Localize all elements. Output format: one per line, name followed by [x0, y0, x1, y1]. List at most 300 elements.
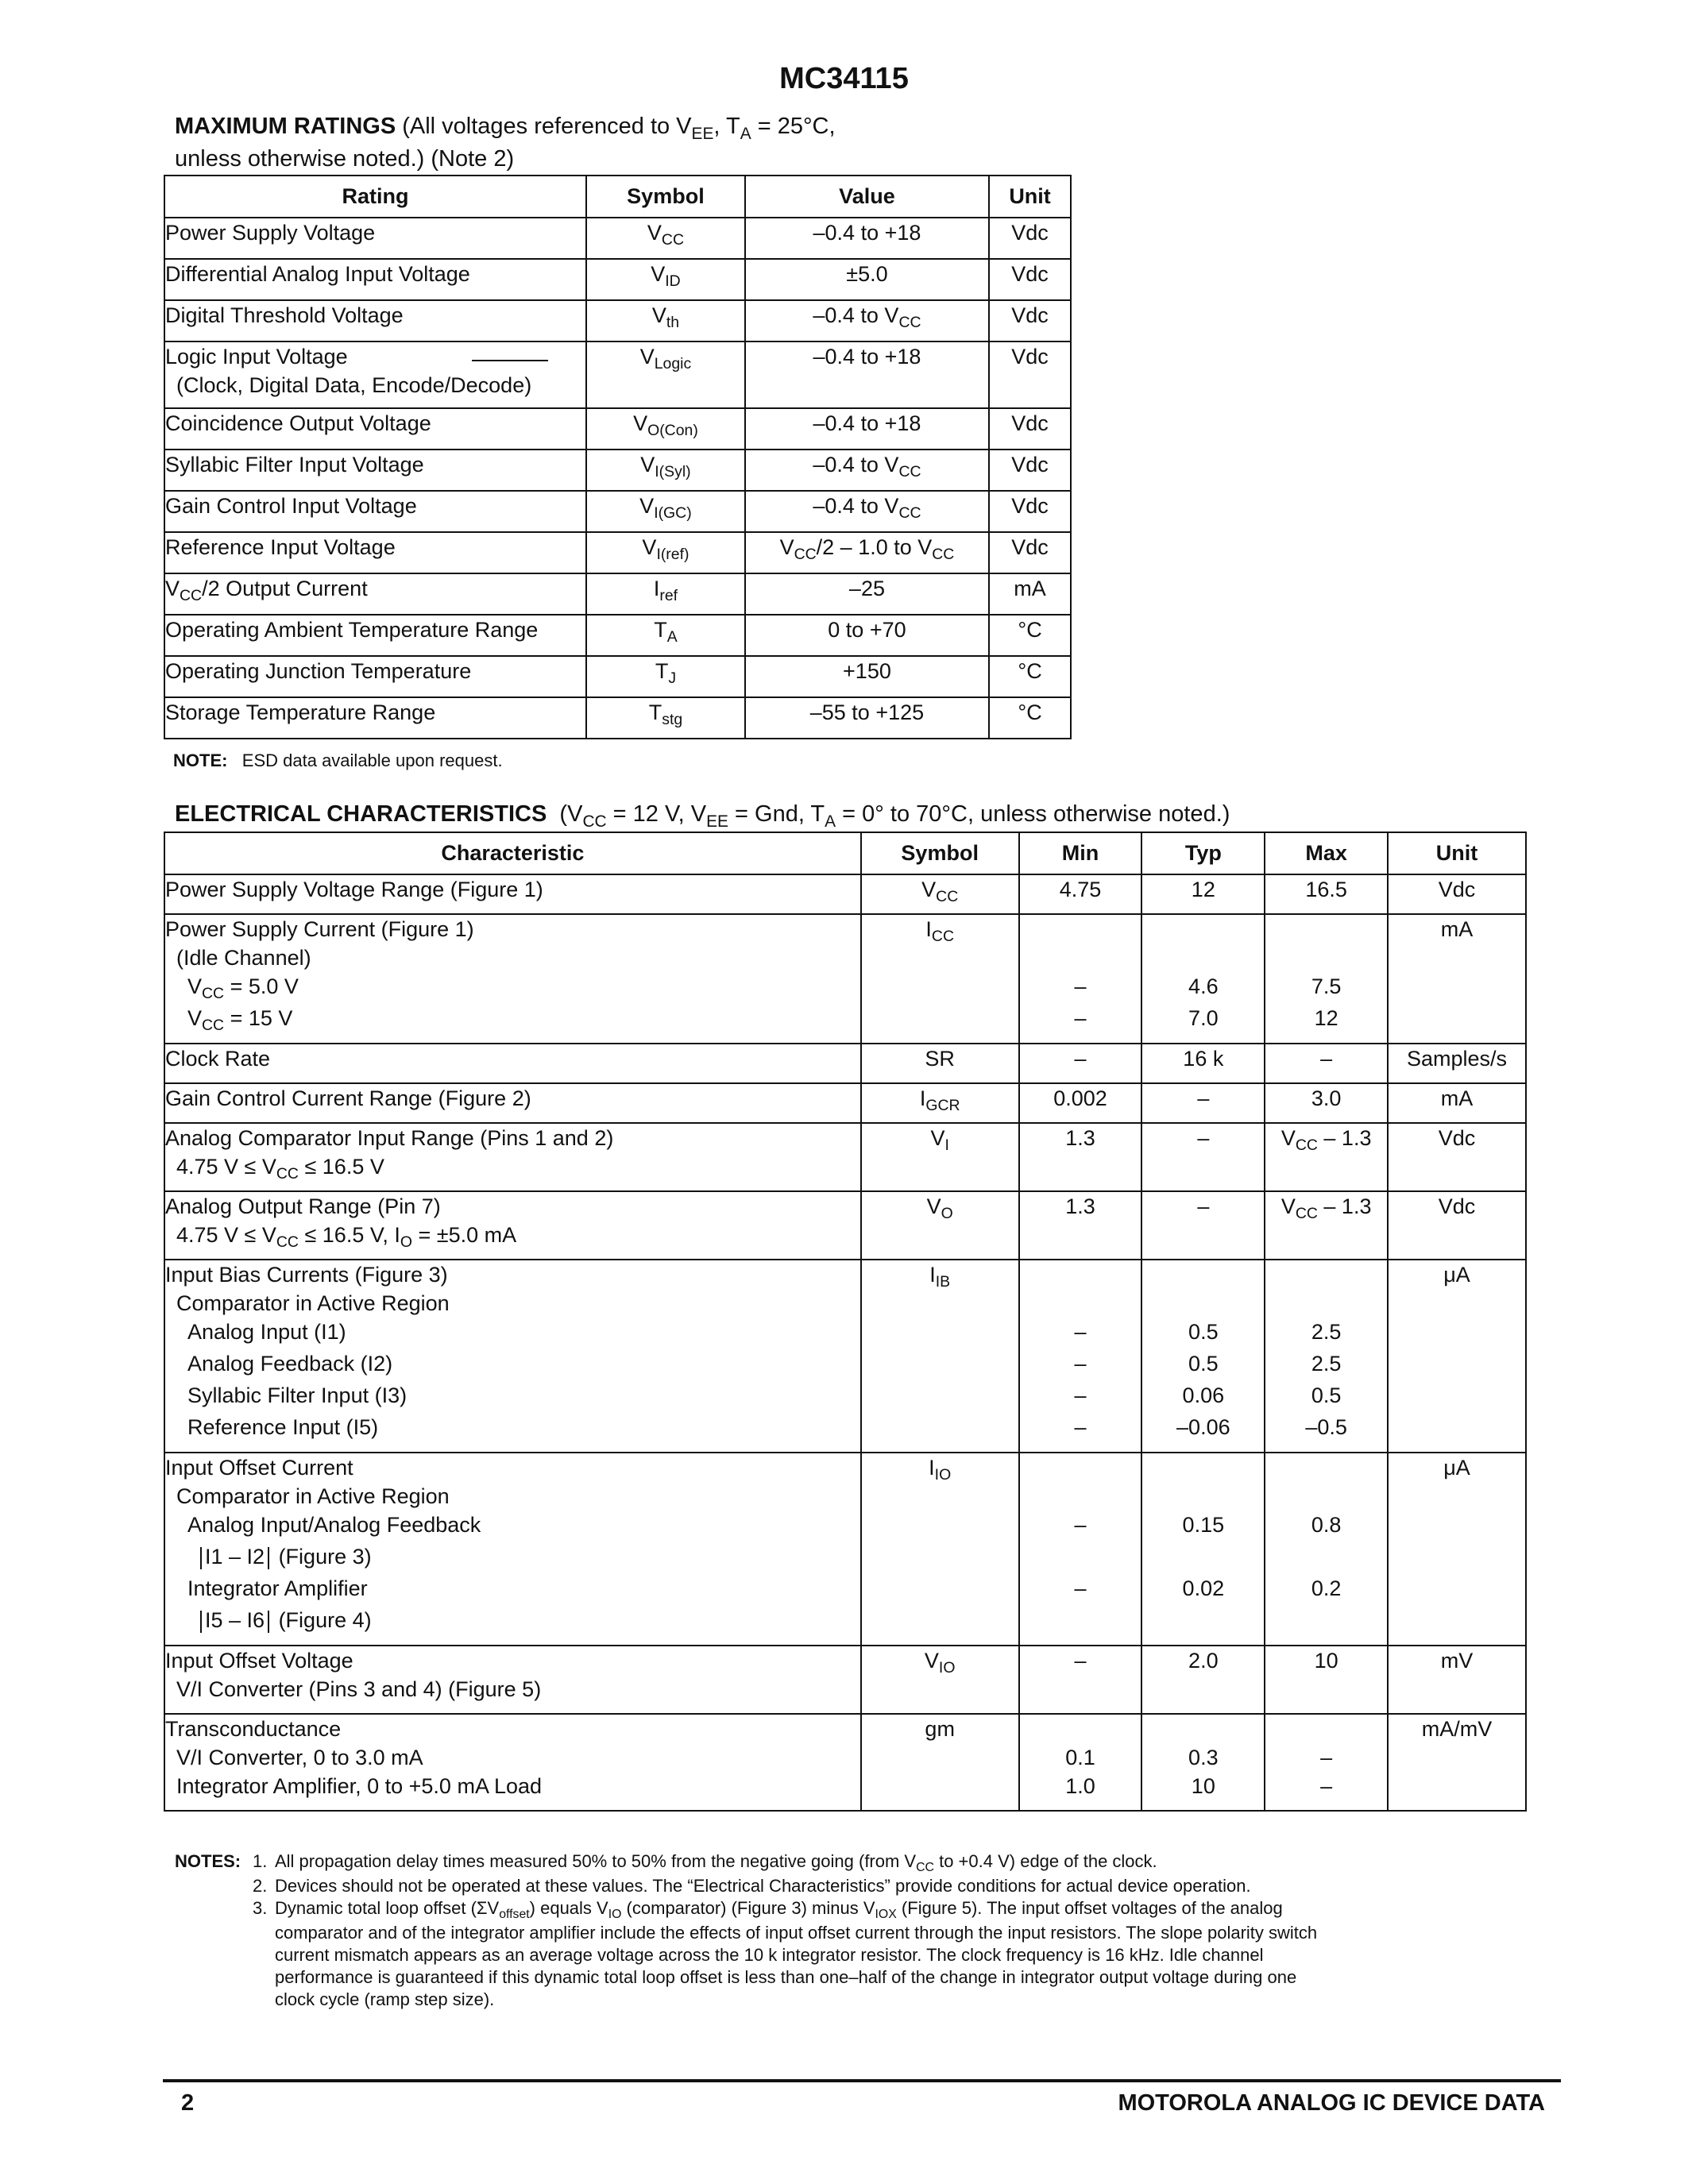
- sub: CC: [794, 546, 817, 564]
- max: [1265, 1714, 1388, 1811]
- val: –0.4 to V: [813, 453, 899, 477]
- typ: –: [1141, 1083, 1265, 1123]
- symbol: [861, 1260, 1019, 1453]
- min: 4.75: [1019, 874, 1142, 914]
- char-line: V/I Converter, 0 to 3.0 mA: [176, 1746, 423, 1769]
- characteristic: [164, 1260, 861, 1453]
- overline: [472, 360, 548, 361]
- table-row: [164, 573, 1071, 615]
- table-row: [164, 1083, 1526, 1123]
- t: V: [187, 1006, 203, 1030]
- t: clock cycle (ramp step size).: [275, 1989, 495, 2009]
- v: 2.5: [1311, 1320, 1342, 1344]
- rating: Operating Ambient Temperature Range: [164, 615, 586, 656]
- typ: [1141, 1714, 1265, 1811]
- v: 0.06: [1182, 1383, 1225, 1407]
- table-row: [164, 300, 1071, 341]
- value: –0.4 to +18: [745, 218, 989, 259]
- elec-cond: = Gnd, T: [728, 801, 825, 827]
- v: –: [1074, 974, 1087, 998]
- sub: I(GC): [654, 504, 692, 523]
- sym: I: [653, 577, 660, 600]
- header-symbol: Symbol: [586, 176, 745, 218]
- symbol: [586, 697, 745, 739]
- sym: T: [655, 659, 669, 683]
- symbol: [586, 218, 745, 259]
- symbol: [586, 450, 745, 491]
- sub: I(Syl): [655, 463, 691, 481]
- elec-title: ELECTRICAL CHARACTERISTICS: [175, 801, 547, 827]
- max: 16.5: [1265, 874, 1388, 914]
- note-num: 3.: [253, 1898, 268, 1918]
- max: [1265, 1123, 1388, 1191]
- value: [745, 532, 989, 573]
- unit: μA: [1388, 1453, 1526, 1646]
- unit: Vdc: [1388, 874, 1526, 914]
- sub: ref: [659, 587, 678, 605]
- t: V: [187, 974, 203, 998]
- t: = 15 V: [224, 1006, 293, 1030]
- notes-body: [253, 1850, 1603, 2011]
- char-line: [165, 1542, 860, 1574]
- symbol: [861, 1191, 1019, 1260]
- sub: O: [941, 1205, 953, 1223]
- max-ratings-title: MAXIMUM RATINGS: [175, 114, 396, 139]
- char-line: V/I Converter (Pins 3 and 4) (Figure 5): [176, 1677, 542, 1701]
- char-line: Input Bias Currents (Figure 3): [165, 1263, 448, 1287]
- value: –25: [745, 573, 989, 615]
- sub: CC: [898, 504, 921, 523]
- table-row: [164, 874, 1526, 914]
- min: 1.3: [1019, 1123, 1142, 1191]
- note-num: 1.: [253, 1851, 268, 1871]
- sym: V: [651, 303, 666, 327]
- v: –: [1074, 1513, 1087, 1537]
- sub: CC: [276, 1233, 299, 1252]
- sub: IB: [935, 1273, 951, 1291]
- rating: Power Supply Voltage: [164, 218, 586, 259]
- rating-line1: Logic Input Voltage: [165, 345, 348, 369]
- note-1: [253, 1850, 1603, 1875]
- characteristic: [164, 1123, 861, 1191]
- sub: th: [666, 314, 680, 332]
- sym: V: [930, 1126, 945, 1150]
- unit: mA/mV: [1388, 1714, 1526, 1811]
- unit: mA: [1388, 1083, 1526, 1123]
- table-row: [164, 1260, 1526, 1453]
- value: [745, 491, 989, 532]
- rating: Reference Input Voltage: [164, 532, 586, 573]
- t: All propagation delay times measured 50% to 50% from the negative going (from V: [275, 1851, 917, 1871]
- sym: V: [639, 494, 655, 518]
- max: [1265, 1191, 1388, 1260]
- t: (Figure 3): [272, 1545, 372, 1569]
- table-row: [164, 656, 1071, 697]
- max-ratings-table: [164, 175, 1072, 739]
- t: Dynamic total loop offset (ΣV: [275, 1898, 500, 1918]
- v: –: [1074, 1320, 1087, 1344]
- unit: °C: [989, 656, 1071, 697]
- sub: CC: [898, 463, 921, 481]
- characteristic: [164, 914, 861, 1044]
- v: 0.15: [1182, 1513, 1225, 1537]
- value: [745, 300, 989, 341]
- char-line: Input Offset Voltage: [165, 1649, 353, 1673]
- rating: Coincidence Output Voltage: [164, 408, 586, 450]
- sub: CC: [180, 587, 203, 605]
- footer-rule: [163, 2079, 1561, 2082]
- sub: IO: [938, 1659, 956, 1677]
- unit: Vdc: [1388, 1123, 1526, 1191]
- symbol: [861, 1453, 1019, 1646]
- rating-text: V: [165, 577, 180, 600]
- sub: IO: [934, 1466, 952, 1484]
- abs-bar: [268, 1547, 269, 1569]
- v: 0.8: [1311, 1513, 1342, 1537]
- characteristic: [164, 1191, 861, 1260]
- sym: V: [651, 262, 666, 286]
- note-num: 2.: [253, 1876, 268, 1896]
- symbol: [586, 656, 745, 697]
- abs-bar: [268, 1611, 269, 1633]
- elec-heading: [175, 799, 1230, 832]
- v: –: [1074, 1383, 1087, 1407]
- max-ratings-cond: , T: [713, 114, 740, 139]
- sub: IOX: [875, 1908, 897, 1922]
- t: (Figure 4): [272, 1608, 372, 1632]
- symbol: [586, 615, 745, 656]
- note-text: ESD data available upon request.: [241, 751, 503, 770]
- characteristic: [164, 1646, 861, 1714]
- min: [1019, 914, 1142, 1044]
- char-line: Comparator in Active Region: [176, 1484, 450, 1508]
- min: –: [1019, 1646, 1142, 1714]
- t: – 1.3: [1317, 1126, 1372, 1150]
- unit: mV: [1388, 1646, 1526, 1714]
- characteristic: [164, 1453, 861, 1646]
- char-line: Input Offset Current: [165, 1456, 353, 1480]
- v: 12: [1314, 1006, 1338, 1030]
- val: –0.4 to V: [813, 303, 899, 327]
- header-characteristic: Characteristic: [164, 832, 861, 874]
- rating-text: /2 Output Current: [202, 577, 368, 600]
- v: 0.5: [1311, 1383, 1342, 1407]
- t: ) equals V: [529, 1898, 608, 1918]
- table-row: [164, 218, 1071, 259]
- unit: Vdc: [989, 341, 1071, 408]
- v: 7.5: [1311, 974, 1342, 998]
- char-line: Transconductance: [165, 1717, 342, 1741]
- t: V: [1280, 1194, 1296, 1218]
- unit: Vdc: [989, 218, 1071, 259]
- t: I5 – I6: [205, 1608, 265, 1632]
- max: –: [1265, 1044, 1388, 1083]
- sub: O(Con): [647, 422, 698, 440]
- v: –: [1074, 1352, 1087, 1376]
- t: performance is guaranteed if this dynamic total loop offset is less than one–half of the change in integrator output voltage during one: [275, 1967, 1297, 1987]
- unit: Vdc: [989, 408, 1071, 450]
- sym: I: [919, 1086, 926, 1110]
- max-ratings-cond-line2: unless otherwise noted.) (Note 2): [175, 146, 515, 172]
- typ: 12: [1141, 874, 1265, 914]
- rating-line2: (Clock, Digital Data, Encode/Decode): [176, 373, 532, 397]
- note-3: [253, 1897, 1603, 2011]
- characteristic: Power Supply Voltage Range (Figure 1): [164, 874, 861, 914]
- unit: °C: [989, 697, 1071, 739]
- min: 1.3: [1019, 1191, 1142, 1260]
- v: –: [1074, 1576, 1087, 1600]
- t: current mismatch appears as an average voltage across the 10 k integrator resistor. The clock frequency is 16 kHz. Idle channel: [275, 1945, 1264, 1965]
- footer-title: MOTOROLA ANALOG IC DEVICE DATA: [1118, 2090, 1545, 2116]
- sub: CC: [1295, 1205, 1318, 1223]
- table-row: [164, 1646, 1526, 1714]
- header-typ: Typ: [1141, 832, 1265, 874]
- t: 4.75 V ≤ V: [176, 1223, 276, 1247]
- table-row: [164, 450, 1071, 491]
- char-line: Syllabic Filter Input (I3): [187, 1383, 408, 1407]
- char-line: Analog Feedback (I2): [187, 1352, 393, 1376]
- note-2: [253, 1875, 1603, 1897]
- characteristic: [164, 1714, 861, 1811]
- t: (comparator) (Figure 3) minus V: [621, 1898, 875, 1918]
- symbol: [586, 491, 745, 532]
- sub: CC: [202, 985, 225, 1003]
- unit: Vdc: [989, 450, 1071, 491]
- sub: CC: [932, 546, 955, 564]
- sub: CC: [582, 812, 607, 831]
- symbol: [861, 1123, 1019, 1191]
- char-line: Analog Comparator Input Range (Pins 1 and 2): [165, 1126, 614, 1150]
- t: ≤ 16.5 V: [298, 1155, 384, 1179]
- sub: CC: [202, 1017, 225, 1035]
- header-symbol: Symbol: [861, 832, 1019, 874]
- symbol: gm: [861, 1714, 1019, 1811]
- table-row: [164, 341, 1071, 408]
- sub: A: [825, 812, 836, 831]
- value: –0.4 to +18: [745, 408, 989, 450]
- rating: Differential Analog Input Voltage: [164, 259, 586, 300]
- sub: I(ref): [656, 546, 689, 564]
- v: 0.1: [1065, 1746, 1095, 1769]
- rating: Gain Control Input Voltage: [164, 491, 586, 532]
- header-unit: Unit: [989, 176, 1071, 218]
- sub: IO: [608, 1908, 622, 1922]
- max: [1265, 1260, 1388, 1453]
- v: 4.6: [1188, 974, 1219, 998]
- unit: mA: [1388, 914, 1526, 1044]
- val: /2 – 1.0 to V: [816, 535, 933, 559]
- sub: A: [666, 628, 678, 646]
- char-line: Comparator in Active Region: [176, 1291, 450, 1315]
- characteristic: Clock Rate: [164, 1044, 861, 1083]
- min: –: [1019, 1044, 1142, 1083]
- symbol: [861, 1646, 1019, 1714]
- max: 10: [1265, 1646, 1388, 1714]
- t: = ±5.0 mA: [412, 1223, 517, 1247]
- char-line: [165, 1152, 860, 1181]
- elec-cond: = 0° to 70°C, unless otherwise noted.): [836, 801, 1230, 827]
- v: –: [1320, 1746, 1333, 1769]
- unit: Vdc: [989, 491, 1071, 532]
- v: –0.5: [1305, 1415, 1347, 1439]
- symbol: [586, 532, 745, 573]
- max-ratings-cond: = 25°C,: [751, 114, 836, 139]
- value: –55 to +125: [745, 697, 989, 739]
- t: V: [1280, 1126, 1296, 1150]
- sym: V: [640, 453, 655, 477]
- symbol: SR: [861, 1044, 1019, 1083]
- rating: Digital Threshold Voltage: [164, 300, 586, 341]
- sub: EE: [706, 812, 728, 831]
- unit: mA: [989, 573, 1071, 615]
- typ: [1141, 1453, 1265, 1646]
- t: = 5.0 V: [224, 974, 299, 998]
- v: –0.06: [1176, 1415, 1230, 1439]
- t: – 1.3: [1317, 1194, 1372, 1218]
- t: I1 – I2: [205, 1545, 265, 1569]
- typ: [1141, 914, 1265, 1044]
- characteristic: Gain Control Current Range (Figure 2): [164, 1083, 861, 1123]
- unit: Vdc: [989, 532, 1071, 573]
- sub: offset: [499, 1908, 530, 1922]
- elec-table: [164, 832, 1527, 1812]
- v: 0.5: [1188, 1352, 1219, 1376]
- sub: Logic: [654, 355, 692, 373]
- sub: O: [400, 1233, 413, 1252]
- header-max: Max: [1265, 832, 1388, 874]
- sym: I: [929, 1456, 935, 1480]
- char-line: [165, 1606, 860, 1638]
- rating: Syllabic Filter Input Voltage: [164, 450, 586, 491]
- min: 0.002: [1019, 1083, 1142, 1123]
- v: 1.0: [1065, 1774, 1095, 1798]
- header-rating: Rating: [164, 176, 586, 218]
- unit: Vdc: [1388, 1191, 1526, 1260]
- table-row: [164, 1044, 1526, 1083]
- table-row: [164, 615, 1071, 656]
- max: 3.0: [1265, 1083, 1388, 1123]
- max-ratings-cond: (All voltages referenced to V: [396, 114, 692, 139]
- v: 2.5: [1311, 1352, 1342, 1376]
- table-row: [164, 491, 1071, 532]
- sym: I: [929, 1263, 936, 1287]
- sym: T: [648, 700, 662, 724]
- sub: CC: [661, 231, 684, 249]
- elec-cond: = 12 V, V: [606, 801, 707, 827]
- table-header-row: [164, 832, 1526, 874]
- value: [745, 450, 989, 491]
- table-row: [164, 532, 1071, 573]
- v: 0.3: [1188, 1746, 1219, 1769]
- char-line: Analog Input (I1): [187, 1320, 346, 1344]
- sym: V: [642, 535, 657, 559]
- char-line: Reference Input (I5): [187, 1415, 379, 1439]
- min: [1019, 1260, 1142, 1453]
- unit: Samples/s: [1388, 1044, 1526, 1083]
- rating: Storage Temperature Range: [164, 697, 586, 739]
- typ: –: [1141, 1123, 1265, 1191]
- char-line: Analog Output Range (Pin 7): [165, 1194, 441, 1218]
- sub: CC: [916, 1861, 934, 1875]
- char-line: Power Supply Current (Figure 1): [165, 917, 474, 941]
- v: 10: [1191, 1774, 1215, 1798]
- t: 4.75 V ≤ V: [176, 1155, 276, 1179]
- t: ≤ 16.5 V, I: [298, 1223, 400, 1247]
- unit: μA: [1388, 1260, 1526, 1453]
- sub: I: [944, 1136, 949, 1155]
- table-row: [164, 1714, 1526, 1811]
- table-row: [164, 914, 1526, 1044]
- typ: 2.0: [1141, 1646, 1265, 1714]
- page-title: MC34115: [779, 62, 909, 95]
- header-min: Min: [1019, 832, 1142, 874]
- sub: CC: [276, 1165, 299, 1183]
- rating: [164, 573, 586, 615]
- val: V: [779, 535, 794, 559]
- rating: Operating Junction Temperature: [164, 656, 586, 697]
- sym: V: [639, 345, 655, 369]
- table-row: [164, 697, 1071, 739]
- esd-note: [173, 750, 503, 772]
- sub: EE: [691, 124, 714, 143]
- sym: V: [921, 878, 937, 901]
- value: +150: [745, 656, 989, 697]
- value: –0.4 to +18: [745, 341, 989, 408]
- t: (Figure 5). The input offset voltages of the analog: [896, 1898, 1283, 1918]
- table-row: [164, 259, 1071, 300]
- t: Devices should not be operated at these values. The “Electrical Characteristics” provide conditions for actual device operation.: [275, 1876, 1251, 1896]
- symbol: [586, 573, 745, 615]
- sym: V: [924, 1649, 939, 1673]
- typ: 16 k: [1141, 1044, 1265, 1083]
- v: –: [1074, 1006, 1087, 1030]
- val: –0.4 to V: [813, 494, 899, 518]
- typ: –: [1141, 1191, 1265, 1260]
- unit: °C: [989, 615, 1071, 656]
- table-row: [164, 408, 1071, 450]
- char-line: Analog Input/Analog Feedback: [187, 1513, 481, 1537]
- v: 0.2: [1311, 1576, 1342, 1600]
- abs-bar: [200, 1547, 202, 1569]
- sym: V: [647, 221, 662, 245]
- sym: V: [926, 1194, 941, 1218]
- unit: Vdc: [989, 259, 1071, 300]
- rating: [164, 341, 586, 408]
- char-line: [165, 1004, 860, 1036]
- sub: A: [740, 124, 751, 143]
- v: 7.0: [1188, 1006, 1219, 1030]
- v: 0.5: [1188, 1320, 1219, 1344]
- sub: ID: [665, 272, 681, 291]
- sub: CC: [1295, 1136, 1318, 1155]
- sym: T: [654, 618, 667, 642]
- char-line: [165, 972, 860, 1004]
- table-header-row: [164, 176, 1071, 218]
- sub: J: [668, 669, 677, 688]
- page-number: 2: [181, 2090, 195, 2116]
- sub: stg: [662, 711, 683, 729]
- t: comparator and of the integrator amplifier include the effects of input offset current through the input resistors. The slope polarity switch: [275, 1923, 1318, 1943]
- symbol: [586, 300, 745, 341]
- sym: I: [925, 917, 932, 941]
- unit: Vdc: [989, 300, 1071, 341]
- typ: [1141, 1260, 1265, 1453]
- sub: GCR: [925, 1097, 960, 1115]
- t: to +0.4 V) edge of the clock.: [933, 1851, 1157, 1871]
- table-row: [164, 1123, 1526, 1191]
- symbol: [861, 1083, 1019, 1123]
- header-value: Value: [745, 176, 989, 218]
